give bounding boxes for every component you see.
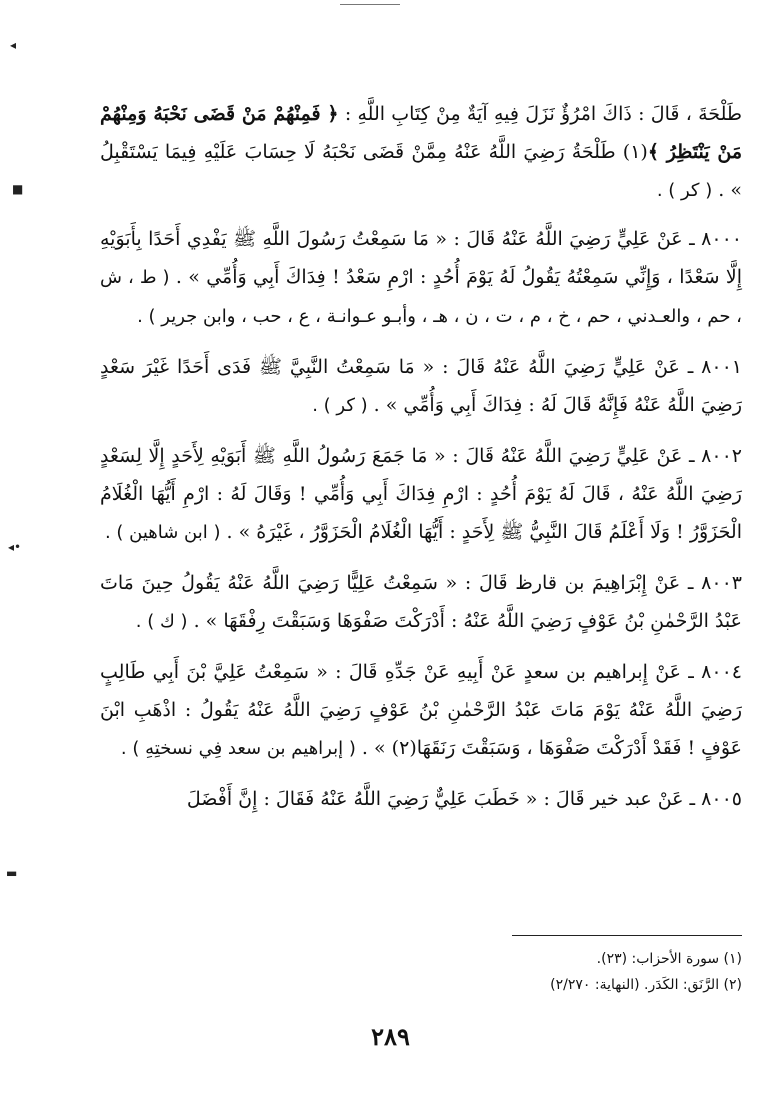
margin-mark: ◂• <box>8 540 22 554</box>
text-segment: ٨٠٠٣ ـ عَنْ إِبْرَاهِيمَ بن قارظ قَالَ : « سَمِعْتُ عَلِيًّا رَضِيَ اللَّهُ عَنْهُ يَقُولُ حِينَ مَاتَ عَبْدُ الرَّحْمٰنِ بْنُ عَوْفٍ رَضِيَ اللَّهُ عَنْهُ : أَدْرَكْتَ صَفْوَهَا وَسَبَقْتَ رِفْقَهَا » . <box>100 572 742 632</box>
text-segment: » . <box>355 737 392 759</box>
page-number: ٢٨٩ <box>371 1022 410 1051</box>
margin-mark: ■ <box>12 182 24 196</box>
hadith-8003 <box>100 564 742 641</box>
main-text-body <box>100 95 742 830</box>
footnotes <box>300 935 742 998</box>
hadith-8004 <box>100 653 742 768</box>
footnote-divider <box>512 935 742 936</box>
text-segment: (١) <box>622 141 648 163</box>
quran-verse: ﴿ فَمِنْهُمْ مَنْ قَضَى نَحْبَهُ وَمِنْهُمْ مَنْ يَنْتَظِرُ ﴾ <box>100 103 742 163</box>
source-reference: ( كر ) . <box>656 180 713 201</box>
hadith-8001 <box>100 348 742 425</box>
margin-mark: ▬ <box>6 866 18 880</box>
source-reference: ( ط ، ش ، حم ، والعـدني ، حم ، خ ، م ، ت ، ن ، هـ ، وأبـو عـوانـة ، ع ، حب ، وابن جرير ) . <box>100 267 742 327</box>
source-reference: ( كر ) . <box>312 395 368 416</box>
text-segment: ٨٠٠٢ ـ عَنْ عَلِيٍّ رَضِيَ اللَّهُ عَنْهُ قَالَ : « مَا جَمَعَ رَسُولُ اللَّهِ ﷺ أَبَوَيْهِ لِأَحَدٍ إِلَّا لِسَعْدٍ رَضِيَ اللَّهُ عَنْهُ ، قَالَ لَهُ يَوْمَ أُحُدٍ : ارْمِ فِدَاكَ أَبِي وَأُمِّي ! وَقَالَ لَهُ : ارْمِ أَيُّهَا الْغُلَامُ الْحَزَوَّرُ ! وَلَا أَعْلَمُ قَالَ النَّبِيُّ ﷺ لِأَحَدٍ : أَيُّهَا الْغُلَامُ الْحَزَوَّرُ ، غَيْرَهُ » . <box>100 445 742 543</box>
text-segment: طَلْحَةَ ، قَالَ : ذَاكَ امْرُؤٌ نَزَلَ فِيهِ آيَةٌ مِنْ كِتَابِ اللَّهِ : <box>338 103 742 125</box>
text-segment: ٨٠٠١ ـ عَنْ عَلِيٍّ رَضِيَ اللَّهُ عَنْهُ قَالَ : « مَا سَمِعْتُ النَّبِيَّ ﷺ فَدَى أَحَدًا غَيْرَ سَعْدٍ رَضِيَ اللَّهُ عَنْهُ فَإِنَّهُ قَالَ لَهُ : فِدَاكَ أَبِي وَأُمِّي » . <box>100 356 742 416</box>
hadith-8005 <box>100 780 742 818</box>
text-segment: طَلْحَةُ رَضِيَ اللَّهُ عَنْهُ مِمَّنْ قَضَى نَحْبَهُ لَا حِسَابَ عَلَيْهِ فِيمَا يَسْتَقْبِلُ » . <box>100 141 742 201</box>
margin-mark: ◂ <box>10 38 17 52</box>
text-segment: ٨٠٠٥ ـ عَنْ عبد خير قَالَ : « خَطَبَ عَلِيٌّ رَضِيَ اللَّهُ عَنْهُ فَقَالَ : إِنَّ أَفْضَلَ <box>186 788 742 810</box>
source-reference: ( ابن شاهين ) . <box>104 522 221 543</box>
source-reference: ( إبراهيم بن سعد فِي نسختِهِ ) . <box>120 738 356 759</box>
footnote-2: (٢) الرَّنَق: الكَدَر. (النهاية: ٢/٢٧٠) <box>550 977 742 993</box>
text-segment: ٨٠٠٤ ـ عَنْ إِبراهيم بن سعدٍ عَنْ أَبِيهِ عَنْ جَدِّهِ قَالَ : « سَمِعْتُ عَلِيَّ بْنَ أَبِي طَالِبٍ رَضِيَ اللَّهُ عَنْهُ يَوْمَ مَاتَ عَبْدُ الرَّحْمٰنِ بْنُ عَوْفٍ رَضِيَ اللَّهُ عَنْهُ يَقُولُ : اذْهَبِ ابْنَ عَوْفٍ ! فَقَدْ أَدْرَكْتَ صَفْوَهَا ، وَسَبَقْتَ رَنَقَهَا <box>100 661 742 759</box>
text-segment: ٨٠٠٠ ـ عَنْ عَلِيٍّ رَضِيَ اللَّهُ عَنْهُ قَالَ : « مَا سَمِعْتُ رَسُولَ اللَّهِ ﷺ يَفْدِي أَحَدًا بِأَبَوَيْهِ إِلَّا سَعْدًا ، وَإِنِّي سَمِعْتُهُ يَقُولُ لَهُ يَوْمَ أُحُدٍ : ارْمِ سَعْدُ ! فِدَاكَ أَبِي وَأُمِّي » . <box>100 228 742 288</box>
hadith-8000 <box>100 220 742 336</box>
source-reference: ( ك ) . <box>135 611 188 632</box>
top-rule <box>340 4 400 5</box>
footnote-1: (١) سورة الأحزاب: (٢٣). <box>596 951 742 967</box>
hadith-8002 <box>100 437 742 552</box>
paragraph-continuation <box>100 95 742 210</box>
text-segment: (٢) <box>391 737 417 759</box>
